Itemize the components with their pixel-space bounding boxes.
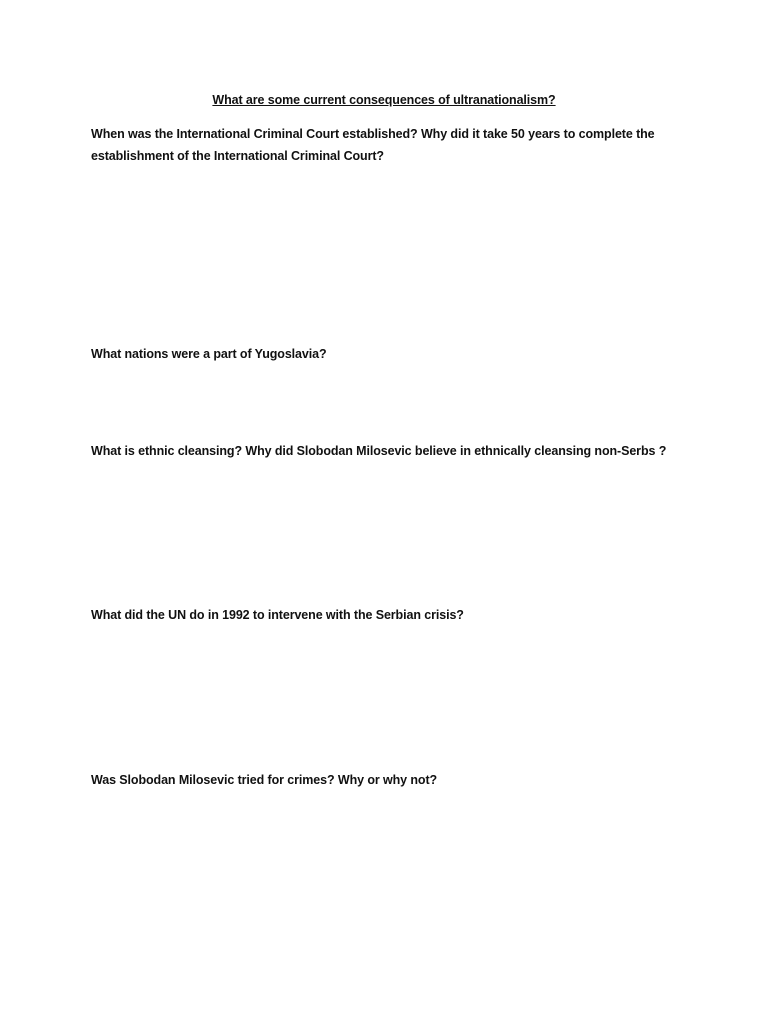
question-2: What nations were a part of Yugoslavia?: [91, 347, 327, 361]
question-4: What did the UN do in 1992 to intervene with the Serbian crisis?: [91, 608, 464, 622]
question-5: Was Slobodan Milosevic tried for crimes? Why or why not?: [91, 773, 438, 787]
question-1: When was the International Criminal Court established? Why did it take 50 years to complete the establishment of the International Criminal Court?: [91, 127, 655, 163]
page-title: What are some current consequences of ultranationalism?: [212, 93, 556, 107]
question-3: What is ethnic cleansing? Why did Slobodan Milosevic believe in ethnically cleansing non-Serbs ?: [91, 444, 667, 458]
